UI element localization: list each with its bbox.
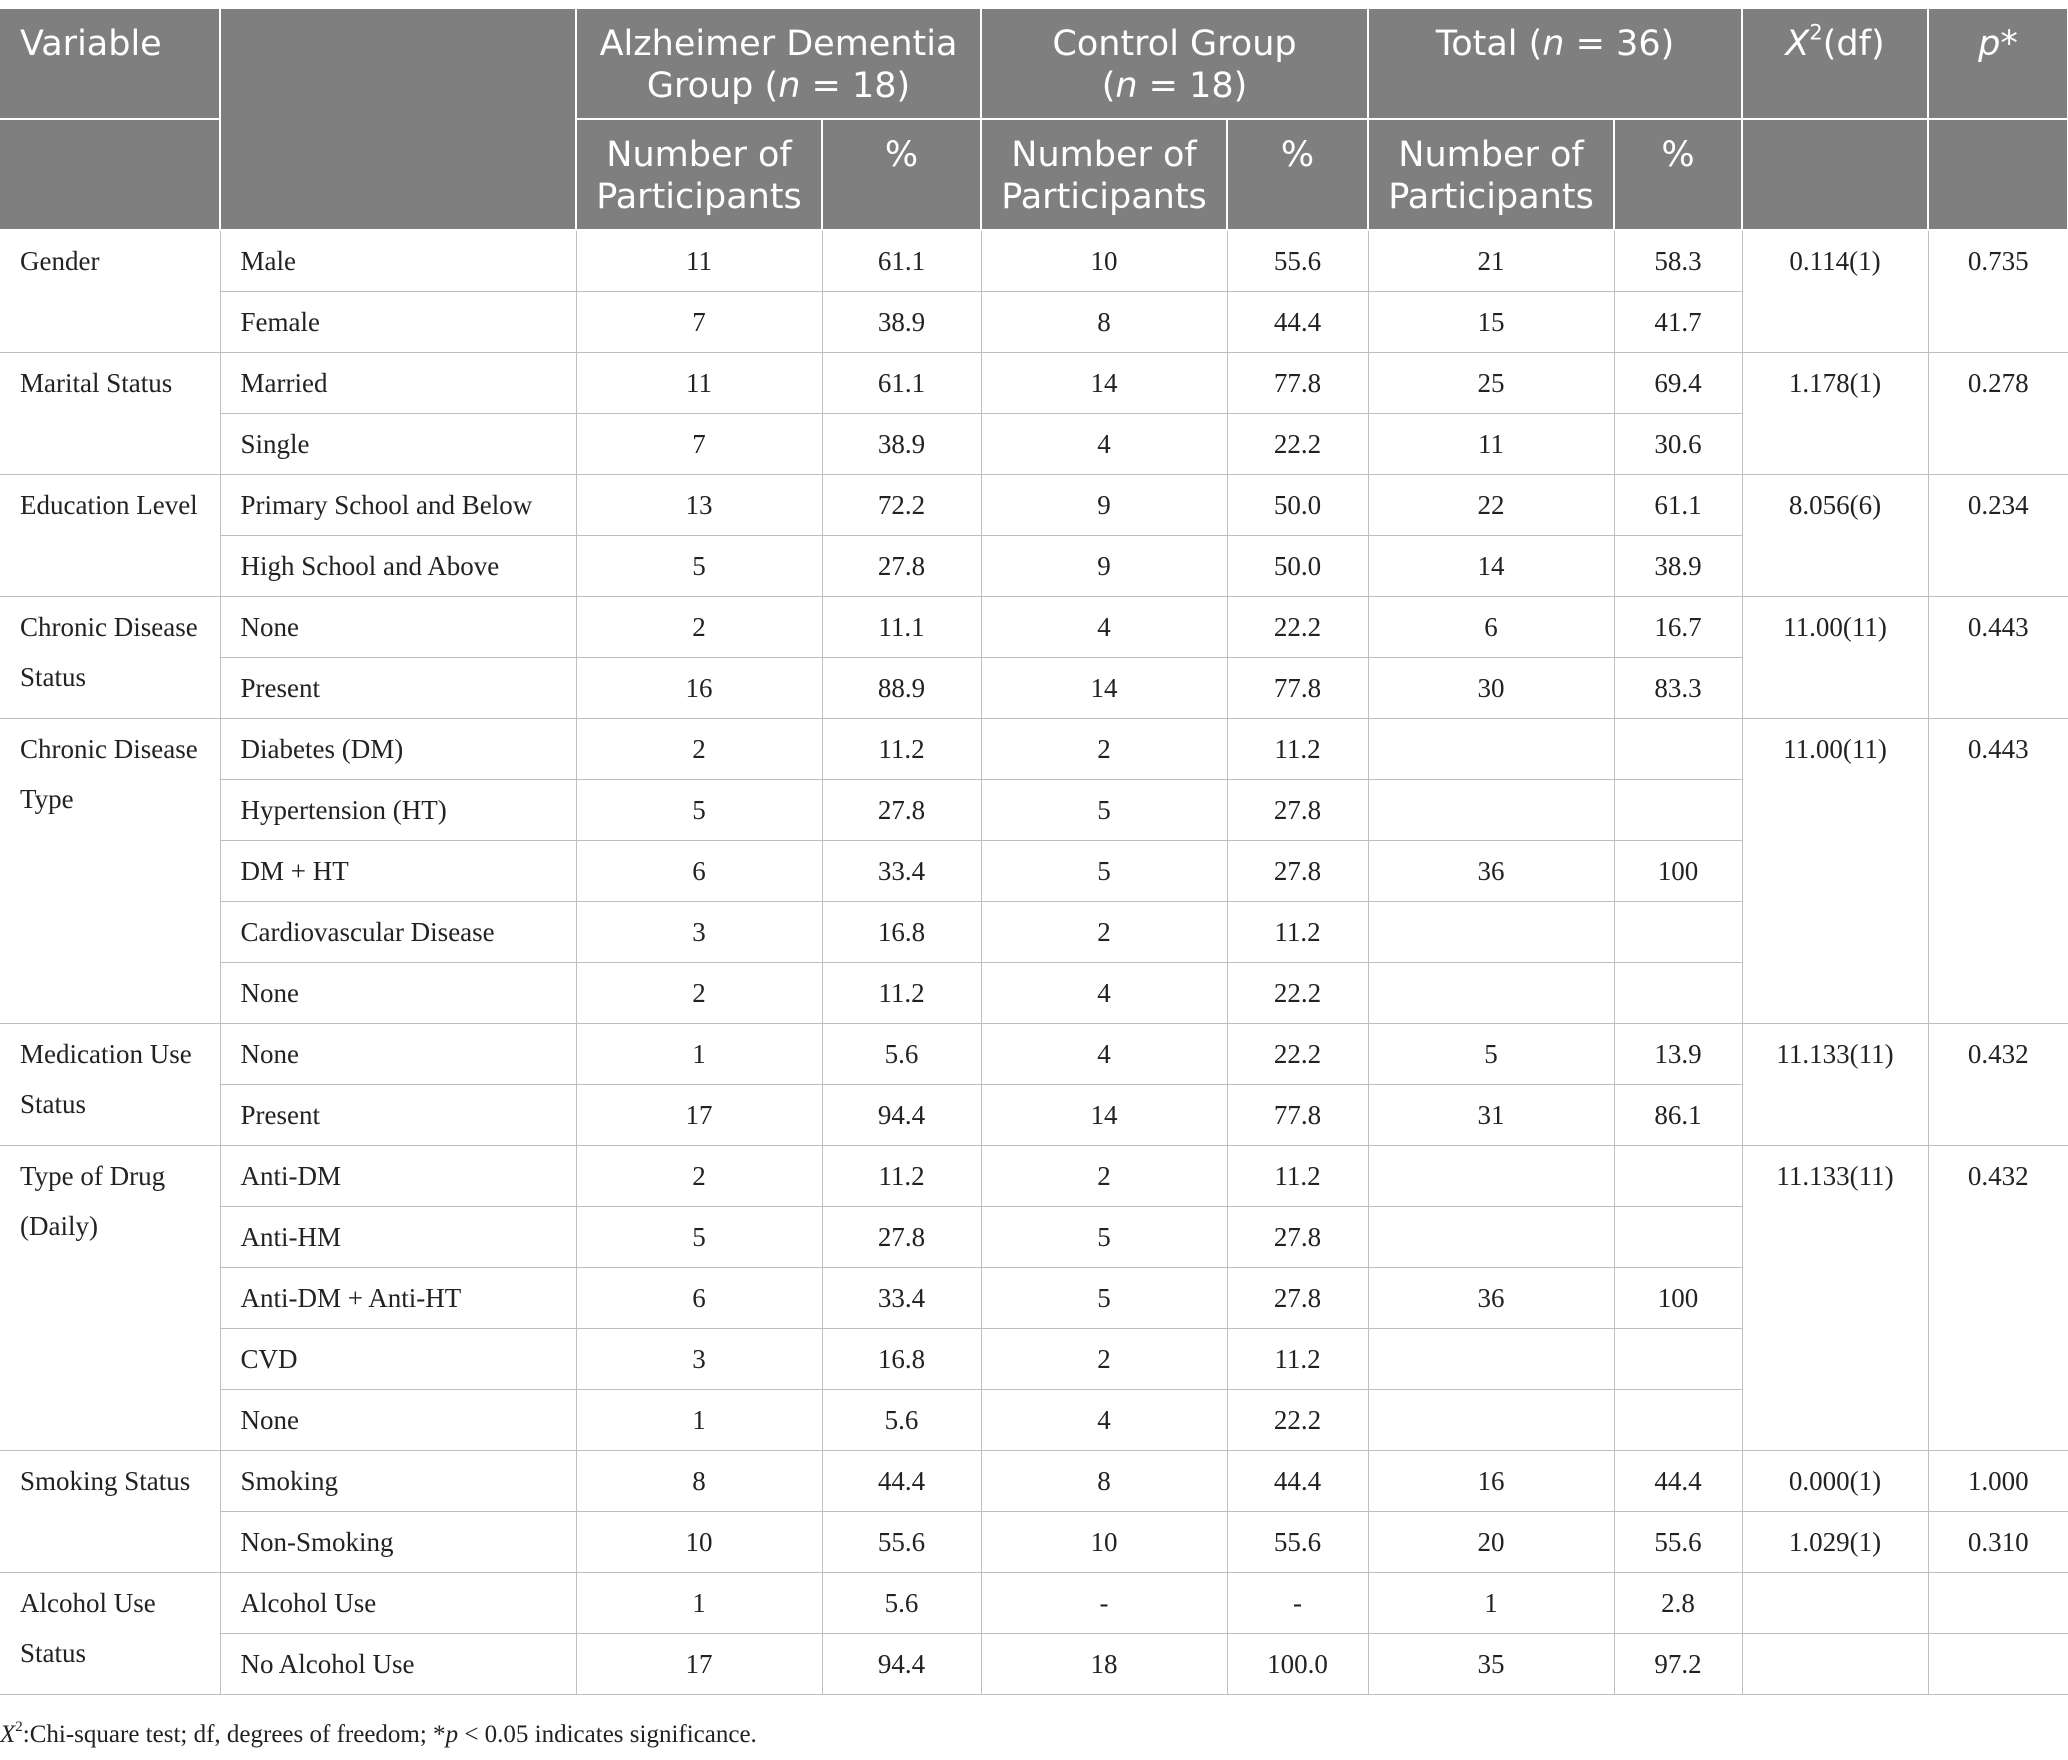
control-percent-cell: 27.8 [1227,840,1368,901]
control-percent-cell: 22.2 [1227,962,1368,1023]
ad-percent-cell: 16.8 [822,901,981,962]
control-percent-cell: - [1227,1572,1368,1633]
header-p-value: p* [1928,8,2068,119]
control-percent-cell: 44.4 [1227,1450,1368,1511]
header-variable-blank [0,119,220,230]
total-percent-cell [1614,962,1742,1023]
ad-count-cell: 8 [576,1450,822,1511]
chi-square-cell: 1.178(1) [1742,352,1928,474]
control-count-cell: 9 [981,535,1227,596]
ad-count-cell: 2 [576,1145,822,1206]
total-count-cell: 36 [1368,840,1614,901]
ad-percent-cell: 27.8 [822,1206,981,1267]
control-count-cell: 4 [981,413,1227,474]
control-percent-cell: 50.0 [1227,474,1368,535]
ad-percent-cell: 61.1 [822,230,981,291]
total-count-cell: 5 [1368,1023,1614,1084]
ad-percent-cell: 38.9 [822,413,981,474]
variable-cell: Chronic Disease Status [0,596,220,718]
total-percent-cell: 38.9 [1614,535,1742,596]
total-count-cell: 16 [1368,1450,1614,1511]
p-value-cell: 1.000 [1928,1450,2068,1511]
p-value-cell: 0.432 [1928,1145,2068,1450]
control-count-cell: 14 [981,352,1227,413]
level-cell: Hypertension (HT) [220,779,576,840]
control-count-cell: 4 [981,1389,1227,1450]
total-percent-cell: 41.7 [1614,291,1742,352]
control-percent-cell: 77.8 [1227,657,1368,718]
ad-percent-cell: 27.8 [822,779,981,840]
total-percent-cell [1614,779,1742,840]
ad-count-cell: 11 [576,352,822,413]
level-cell: None [220,962,576,1023]
total-percent-cell: 58.3 [1614,230,1742,291]
p-value-cell: 0.432 [1928,1023,2068,1145]
control-percent-cell: 27.8 [1227,1267,1368,1328]
table-row [0,718,2068,779]
total-percent-cell: 100 [1614,840,1742,901]
control-count-cell: 18 [981,1633,1227,1694]
total-percent-cell [1614,1145,1742,1206]
ad-count-cell: 7 [576,413,822,474]
total-percent-cell: 97.2 [1614,1633,1742,1694]
level-cell: Married [220,352,576,413]
level-cell: Diabetes (DM) [220,718,576,779]
total-count-cell: 15 [1368,291,1614,352]
header-variable: Variable [0,8,220,119]
ad-count-cell: 2 [576,596,822,657]
ad-percent-cell: 72.2 [822,474,981,535]
level-cell: Present [220,657,576,718]
table-footnote: $X^2:Chi$-square test; df, degrees of freedom; *p < 0.05 indicates significance. [0,1718,757,1748]
control-count-cell: 8 [981,1450,1227,1511]
total-count-cell [1368,1389,1614,1450]
total-percent-cell: 30.6 [1614,413,1742,474]
control-count-cell: 5 [981,1206,1227,1267]
control-percent-cell: 27.8 [1227,1206,1368,1267]
total-count-cell: 21 [1368,230,1614,291]
ad-count-cell: 3 [576,901,822,962]
control-percent-cell: 22.2 [1227,1389,1368,1450]
ad-count-cell: 6 [576,840,822,901]
ad-count-cell: 6 [576,1267,822,1328]
table-row [0,474,2068,535]
control-count-cell: 5 [981,779,1227,840]
table-row [0,1145,2068,1206]
table-body [0,230,2068,1694]
total-count-cell: 20 [1368,1511,1614,1572]
total-percent-cell: 61.1 [1614,474,1742,535]
header-chi-blank [1742,119,1928,230]
control-percent-cell: 77.8 [1227,352,1368,413]
chi-square-cell [1742,1633,1928,1694]
total-count-cell: 35 [1368,1633,1614,1694]
total-percent-cell: 100 [1614,1267,1742,1328]
ad-percent-cell: 94.4 [822,1633,981,1694]
level-cell: Present [220,1084,576,1145]
p-value-cell: 0.443 [1928,718,2068,1023]
total-count-cell [1368,1328,1614,1389]
control-count-cell: 10 [981,1511,1227,1572]
total-percent-cell: 44.4 [1614,1450,1742,1511]
level-cell: Male [220,230,576,291]
level-cell: None [220,1389,576,1450]
level-cell: Primary School and Below [220,474,576,535]
variable-cell: Education Level [0,474,220,596]
ad-count-cell: 2 [576,962,822,1023]
ad-percent-cell: 88.9 [822,657,981,718]
level-cell: Single [220,413,576,474]
total-count-cell [1368,901,1614,962]
control-count-cell: 9 [981,474,1227,535]
total-count-cell: 6 [1368,596,1614,657]
ad-count-cell: 1 [576,1572,822,1633]
chi-square-cell: 1.029(1) [1742,1511,1928,1572]
ad-count-cell: 7 [576,291,822,352]
control-percent-cell: 11.2 [1227,1145,1368,1206]
control-count-cell: 2 [981,901,1227,962]
ad-count-cell: 16 [576,657,822,718]
header-ad-group: Alzheimer Dementia Group (n = 18) [576,8,981,119]
header-chi-square: $X^2(df)$ [1742,8,1928,119]
total-count-cell: 36 [1368,1267,1614,1328]
table-row [0,1023,2068,1084]
ad-percent-cell: 11.1 [822,596,981,657]
ad-percent-cell: 27.8 [822,535,981,596]
variable-cell: Chronic Disease Type [0,718,220,1023]
control-percent-cell: 100.0 [1227,1633,1368,1694]
total-percent-cell [1614,1206,1742,1267]
control-percent-cell: 11.2 [1227,718,1368,779]
ad-count-cell: 5 [576,1206,822,1267]
chi-square-cell: 8.056(6) [1742,474,1928,596]
header-tot-pct: % [1614,119,1742,230]
ad-percent-cell: 55.6 [822,1511,981,1572]
total-percent-cell [1614,901,1742,962]
level-cell: Female [220,291,576,352]
table-row [0,352,2068,413]
ad-percent-cell: 11.2 [822,718,981,779]
total-count-cell: 31 [1368,1084,1614,1145]
variable-cell: Marital Status [0,352,220,474]
total-count-cell [1368,718,1614,779]
ad-percent-cell: 44.4 [822,1450,981,1511]
total-count-cell: 25 [1368,352,1614,413]
total-percent-cell [1614,1328,1742,1389]
header-ctrl-pct: % [1227,119,1368,230]
control-percent-cell: 22.2 [1227,596,1368,657]
control-count-cell: 4 [981,1023,1227,1084]
total-count-cell: 1 [1368,1572,1614,1633]
level-cell: None [220,596,576,657]
demographics-table [0,7,2068,1695]
table-row [0,230,2068,291]
control-percent-cell: 22.2 [1227,1023,1368,1084]
control-count-cell: 2 [981,1145,1227,1206]
p-value-cell [1928,1633,2068,1694]
ad-count-cell: 1 [576,1023,822,1084]
total-percent-cell [1614,1389,1742,1450]
total-percent-cell: 2.8 [1614,1572,1742,1633]
total-percent-cell: 16.7 [1614,596,1742,657]
control-percent-cell: 22.2 [1227,413,1368,474]
control-percent-cell: 44.4 [1227,291,1368,352]
table-row [0,1572,2068,1633]
total-count-cell: 14 [1368,535,1614,596]
header-ad-pct: % [822,119,981,230]
total-percent-cell [1614,718,1742,779]
ad-count-cell: 3 [576,1328,822,1389]
control-count-cell: 5 [981,1267,1227,1328]
level-cell: None [220,1023,576,1084]
ad-percent-cell: 16.8 [822,1328,981,1389]
ad-count-cell: 11 [576,230,822,291]
total-count-cell: 22 [1368,474,1614,535]
variable-cell: Gender [0,230,220,352]
level-cell: Anti-HM [220,1206,576,1267]
chi-square-cell: 11.133(11) [1742,1023,1928,1145]
total-percent-cell: 13.9 [1614,1023,1742,1084]
header-tot-n: Number of Participants [1368,119,1614,230]
p-value-cell: 0.310 [1928,1511,2068,1572]
total-percent-cell: 55.6 [1614,1511,1742,1572]
control-count-cell: - [981,1572,1227,1633]
level-cell: Non-Smoking [220,1511,576,1572]
ad-count-cell: 10 [576,1511,822,1572]
ad-percent-cell: 33.4 [822,840,981,901]
table-row [0,1633,2068,1694]
chi-square-cell: 0.114(1) [1742,230,1928,352]
variable-cell: Alcohol Use Status [0,1572,220,1694]
header-ctrl-n: Number of Participants [981,119,1227,230]
chi-square-cell: 11.00(11) [1742,718,1928,1023]
level-cell: Cardiovascular Disease [220,901,576,962]
header-ad-n: Number of Participants [576,119,822,230]
control-count-cell: 10 [981,230,1227,291]
variable-cell: Smoking Status [0,1450,220,1572]
ad-percent-cell: 61.1 [822,352,981,413]
p-value-cell: 0.443 [1928,596,2068,718]
control-percent-cell: 55.6 [1227,230,1368,291]
control-percent-cell: 50.0 [1227,535,1368,596]
control-count-cell: 5 [981,840,1227,901]
chi-square-cell: 0.000(1) [1742,1450,1928,1511]
chi-square-cell: 11.133(11) [1742,1145,1928,1450]
control-percent-cell: 27.8 [1227,779,1368,840]
ad-percent-cell: 38.9 [822,291,981,352]
control-count-cell: 2 [981,1328,1227,1389]
ad-count-cell: 5 [576,535,822,596]
control-percent-cell: 11.2 [1227,901,1368,962]
level-cell: High School and Above [220,535,576,596]
header-level [220,8,576,230]
header-control-group: Control Group (n = 18) [981,8,1368,119]
control-percent-cell: 11.2 [1227,1328,1368,1389]
p-value-cell: 0.234 [1928,474,2068,596]
ad-count-cell: 1 [576,1389,822,1450]
control-count-cell: 4 [981,962,1227,1023]
control-percent-cell: 77.8 [1227,1084,1368,1145]
variable-cell: Type of Drug (Daily) [0,1145,220,1450]
ad-percent-cell: 94.4 [822,1084,981,1145]
control-count-cell: 8 [981,291,1227,352]
level-cell: CVD [220,1328,576,1389]
total-count-cell: 11 [1368,413,1614,474]
p-value-cell [1928,1572,2068,1633]
control-count-cell: 2 [981,718,1227,779]
level-cell: Anti-DM [220,1145,576,1206]
ad-count-cell: 17 [576,1633,822,1694]
control-percent-cell: 55.6 [1227,1511,1368,1572]
variable-cell: Medication Use Status [0,1023,220,1145]
p-value-cell: 0.735 [1928,230,2068,352]
table-row [0,596,2068,657]
ad-percent-cell: 5.6 [822,1572,981,1633]
level-cell: Smoking [220,1450,576,1511]
control-count-cell: 14 [981,657,1227,718]
table-row [0,1450,2068,1511]
ad-percent-cell: 33.4 [822,1267,981,1328]
ad-percent-cell: 5.6 [822,1389,981,1450]
ad-percent-cell: 5.6 [822,1023,981,1084]
ad-percent-cell: 11.2 [822,1145,981,1206]
ad-count-cell: 17 [576,1084,822,1145]
total-percent-cell: 69.4 [1614,352,1742,413]
p-value-cell: 0.278 [1928,352,2068,474]
ad-count-cell: 5 [576,779,822,840]
level-cell: Alcohol Use [220,1572,576,1633]
level-cell: DM + HT [220,840,576,901]
level-cell: Anti-DM + Anti-HT [220,1267,576,1328]
header-total: Total (n = 36) [1368,8,1742,119]
table-row [0,1511,2068,1572]
total-count-cell [1368,962,1614,1023]
level-cell: No Alcohol Use [220,1633,576,1694]
total-count-cell [1368,1145,1614,1206]
total-percent-cell: 83.3 [1614,657,1742,718]
control-count-cell: 4 [981,596,1227,657]
total-percent-cell: 86.1 [1614,1084,1742,1145]
ad-count-cell: 13 [576,474,822,535]
ad-count-cell: 2 [576,718,822,779]
header-p-blank [1928,119,2068,230]
chi-square-cell [1742,1572,1928,1633]
control-count-cell: 14 [981,1084,1227,1145]
total-count-cell [1368,779,1614,840]
ad-percent-cell: 11.2 [822,962,981,1023]
total-count-cell [1368,1206,1614,1267]
chi-square-cell: 11.00(11) [1742,596,1928,718]
total-count-cell: 30 [1368,657,1614,718]
